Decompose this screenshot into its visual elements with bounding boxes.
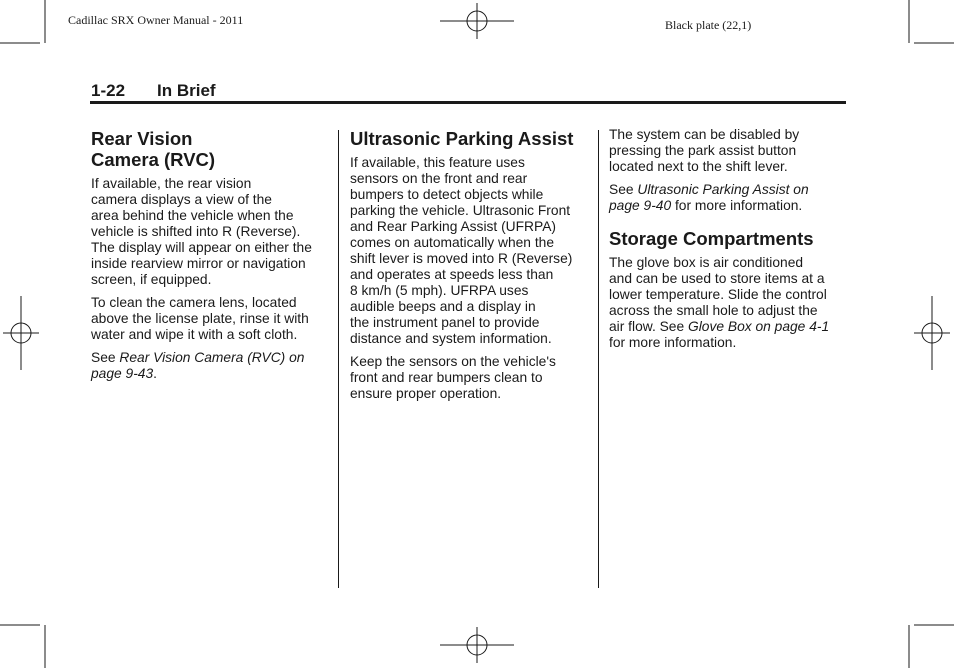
- paragraph-upa-disable: [609, 127, 849, 175]
- running-header-plate: Black plate (22,1): [665, 18, 752, 32]
- see-prefix: See: [609, 182, 638, 197]
- text-line: distance and system information.: [350, 331, 552, 346]
- section-title: In Brief: [157, 81, 216, 100]
- text-line: sensors on the front and rear: [350, 171, 528, 186]
- text-line: bumpers to detect objects while: [350, 187, 544, 202]
- column-storage: [609, 127, 849, 358]
- paragraph-upa-see-reference: [609, 182, 849, 214]
- header-rule: [90, 101, 846, 104]
- text-line: and Rear Parking Assist (UFRPA): [350, 219, 556, 234]
- heading-line: Rear Vision: [91, 128, 193, 149]
- text-line: the instrument panel to provide: [350, 315, 540, 330]
- text-line: for more information.: [609, 335, 737, 350]
- text-line: inside rearview mirror or navigation: [91, 256, 306, 271]
- see-prefix: See: [91, 350, 120, 365]
- text-line: across the small hole to adjust the: [609, 303, 818, 318]
- text-line: lower temperature. Slide the control: [609, 287, 827, 302]
- text-line: and can be used to store items at a: [609, 271, 825, 286]
- cross-reference-link[interactable]: Ultrasonic Parking Assist on: [637, 182, 809, 197]
- text-line: vehicle is shifted into R (Reverse).: [91, 224, 301, 239]
- paragraph-upa-description: [350, 155, 590, 347]
- paragraph-glove-box: [609, 255, 849, 351]
- heading-rear-vision-camera: [91, 128, 331, 170]
- text-line: The system can be disabled by: [609, 127, 800, 142]
- text-line: front and rear bumpers clean to: [350, 370, 543, 385]
- text-line: camera displays a view of the: [91, 192, 272, 207]
- paragraph-upa-cleaning: [350, 354, 590, 402]
- see-suffix: for more information.: [671, 198, 803, 213]
- cross-reference-link[interactable]: Glove Box on page 4-1: [688, 319, 830, 334]
- text-line: comes on automatically when the: [350, 235, 554, 250]
- text-line: area behind the vehicle when the: [91, 208, 294, 223]
- text-segment: air flow. See: [609, 319, 688, 334]
- text-line: To clean the camera lens, located: [91, 295, 297, 310]
- text-line: Keep the sensors on the vehicle's: [350, 354, 556, 369]
- running-header-title: Cadillac SRX Owner Manual - 2011: [68, 13, 244, 27]
- text-line: The glove box is air conditioned: [609, 255, 804, 270]
- cross-reference-link[interactable]: Rear Vision Camera (RVC) on: [119, 350, 305, 365]
- page-number: 1-22: [91, 81, 126, 100]
- text-line: audible beeps and a display in: [350, 299, 536, 314]
- heading-line: Camera (RVC): [91, 149, 216, 170]
- text-line: ensure proper operation.: [350, 386, 502, 401]
- text-line: located next to the shift lever.: [609, 159, 788, 174]
- text-line: water and wipe it with a soft cloth.: [91, 327, 298, 342]
- text-line: If available, the rear vision: [91, 176, 252, 191]
- text-line: parking the vehicle. Ultrasonic Front: [350, 203, 571, 218]
- text-line: above the license plate, rinse it with: [91, 311, 309, 326]
- cross-reference-page[interactable]: page 9-40: [609, 198, 672, 213]
- text-line: screen, if equipped.: [91, 272, 212, 287]
- heading-storage-compartments: Storage Compartments: [609, 228, 814, 249]
- column-divider-2: [598, 130, 599, 588]
- column-rear-vision-camera: [91, 128, 331, 389]
- text-line: pressing the park assist button: [609, 143, 797, 158]
- text-line: The display will appear on either the: [91, 240, 312, 255]
- text-line: 8 km/h (5 mph). UFRPA uses: [350, 283, 529, 298]
- column-divider-1: [338, 130, 339, 588]
- paragraph-rvc-see-reference: [91, 350, 331, 382]
- paragraph-rvc-cleaning: [91, 295, 331, 343]
- page-header: [91, 81, 216, 101]
- column-ultrasonic-parking-assist: [350, 128, 590, 409]
- text-line: If available, this feature uses: [350, 155, 525, 170]
- text-line: and operates at speeds less than: [350, 267, 554, 282]
- text-line: shift lever is moved into R (Reverse): [350, 251, 573, 266]
- heading-ultrasonic-parking-assist: Ultrasonic Parking Assist: [350, 128, 574, 149]
- paragraph-rvc-intro: [91, 176, 331, 288]
- see-suffix: .: [153, 366, 157, 381]
- cross-reference-page[interactable]: page 9-43: [91, 366, 154, 381]
